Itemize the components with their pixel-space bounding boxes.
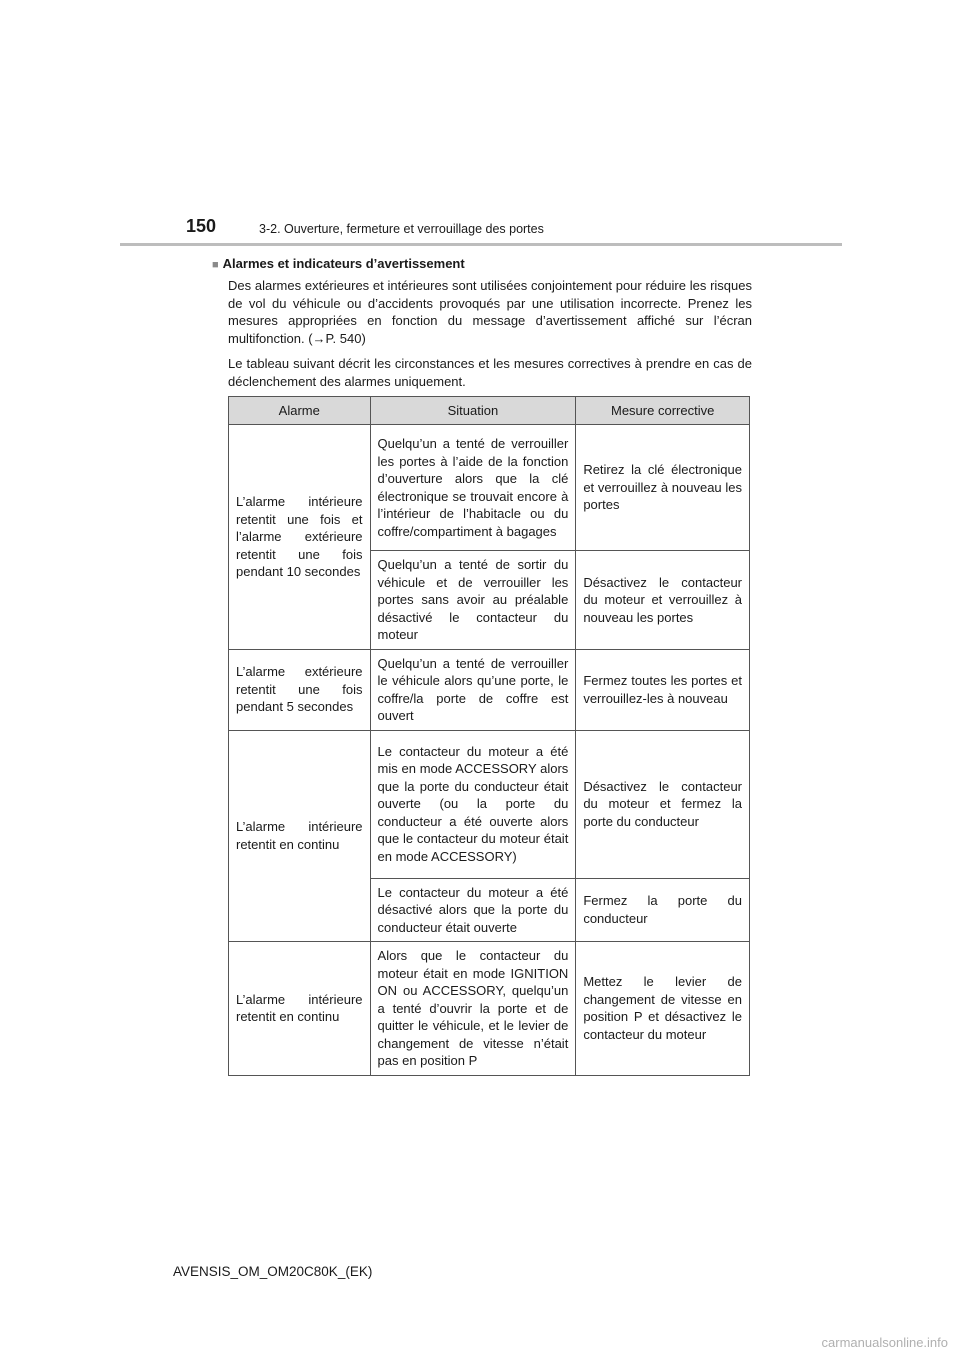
action-cell: Désactivez le contacteur du moteur et verrouillez à nouveau les portes — [576, 551, 750, 650]
table-intro-paragraph: Le tableau suivant décrit les circonstances et les mesures correctives à prendre en cas de déclenchement des alarmes uniquement. — [228, 356, 752, 389]
column-header-situation: Situation — [370, 397, 576, 425]
section-title: 3-2. Ouverture, fermeture et verrouillage des portes — [259, 222, 544, 236]
section-heading — [212, 256, 752, 271]
situation-cell: Le contacteur du moteur a été désactivé alors que la porte du conducteur était ouverte — [370, 878, 576, 942]
alarm-cell: L’alarme intérieure retentit une fois et l’alarme extérieure retentit une fois pendant 10 secondes — [229, 425, 371, 650]
alarm-cell: L’alarme extérieure retentit une fois pendant 5 secondes — [229, 649, 371, 730]
content-block — [212, 256, 752, 398]
document-code: AVENSIS_OM_OM20C80K_(EK) — [173, 1264, 373, 1279]
situation-cell: Quelqu’un a tenté de verrouiller les portes à l’aide de la fonction d’ouverture alors que la clé électronique se trouvait encore à l’intérieur de l’habitacle ou du coffre/compartiment à bagages — [370, 425, 576, 551]
header-divider — [120, 243, 842, 246]
situation-cell: Le contacteur du moteur a été mis en mode ACCESSORY alors que la porte du conducteur était ouverte (ou la porte du conducteur a été ouverte alors que le contacteur du moteur était en mode ACCESSORY) — [370, 730, 576, 878]
table-row — [229, 942, 750, 1076]
table-row — [229, 649, 750, 730]
table-header-row — [229, 397, 750, 425]
table-row — [229, 425, 750, 551]
situation-cell: Quelqu’un a tenté de verrouiller le véhicule alors qu’une porte, le coffre/la porte de coffre est ouvert — [370, 649, 576, 730]
table-row — [229, 730, 750, 878]
intro-paragraph: Des alarmes extérieures et intérieures sont utilisées conjointement pour réduire les risques de vol du véhicule ou d’accidents provoqués par une utilisation incorrecte. Prenez les mesures appropriées en fonction du message d’avertissement affiché sur l’écran multifonction. (→P. 540) — [228, 278, 752, 346]
action-cell: Mettez le levier de changement de vitesse en position P et désactivez le contacteur du moteur — [576, 942, 750, 1076]
action-cell: Retirez la clé électronique et verrouillez à nouveau les portes — [576, 425, 750, 551]
column-header-alarm: Alarme — [229, 397, 371, 425]
action-cell: Fermez la porte du conducteur — [576, 878, 750, 942]
square-bullet-icon: ■ — [212, 259, 219, 271]
alarm-cell: L’alarme intérieure retentit en continu — [229, 942, 371, 1076]
column-header-action: Mesure corrective — [576, 397, 750, 425]
situation-cell: Alors que le contacteur du moteur était en mode IGNITION ON ou ACCESSORY, quelqu’un a tenté d’ouvrir la porte et de quitter le véhicule, et le levier de changement de vitesse n’était pas en position P — [370, 942, 576, 1076]
heading-text: Alarmes et indicateurs d’avertissement — [222, 256, 465, 271]
page-number: 150 — [186, 216, 217, 236]
watermark: carmanualsonline.info — [821, 1335, 948, 1350]
situation-cell: Quelqu’un a tenté de sortir du véhicule et de verrouiller les portes sans avoir au préalable désactivé le contacteur du moteur — [370, 551, 576, 650]
action-cell: Fermez toutes les portes et verrouillez-les à nouveau — [576, 649, 750, 730]
action-cell: Désactivez le contacteur du moteur et fermez la porte du conducteur — [576, 730, 750, 878]
alarm-table — [228, 396, 750, 1076]
alarm-cell: L’alarme intérieure retentit en continu — [229, 730, 371, 942]
